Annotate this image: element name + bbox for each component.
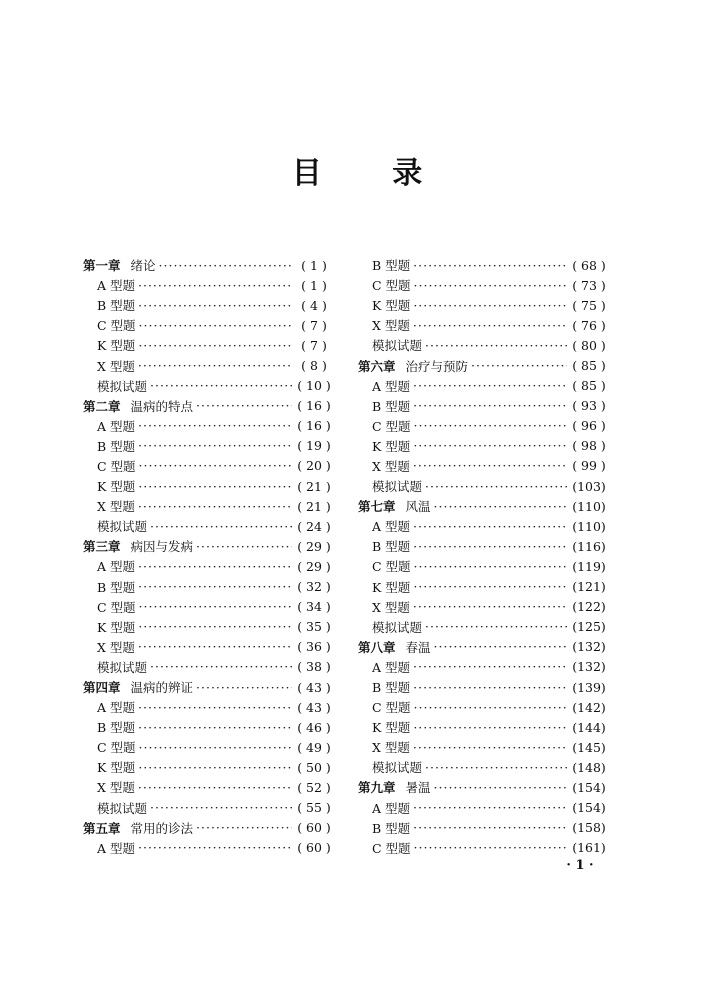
- dot-leader: [150, 519, 292, 534]
- toc-entry-label: B 型题: [97, 579, 136, 595]
- toc-entry: [83, 838, 333, 858]
- chapter-name: 常用的诊法: [130, 820, 194, 836]
- toc-entry-label: [83, 537, 193, 555]
- toc-entry-label: B 型题: [372, 398, 411, 414]
- toc-page-number: ( 52 ): [297, 779, 331, 795]
- dot-leader: [413, 519, 567, 534]
- toc-page-number: ( 60 ): [297, 820, 331, 836]
- toc-entry: [83, 717, 333, 737]
- toc-page-number: ( 29 ): [297, 558, 331, 574]
- toc-page-number: ( 50 ): [297, 759, 331, 775]
- dot-leader: [414, 278, 567, 293]
- dot-leader: [414, 559, 567, 574]
- toc-page-number: ( 73 ): [572, 277, 606, 293]
- toc-page-number: (103): [572, 478, 606, 494]
- dot-leader: [138, 700, 292, 715]
- dot-leader: [138, 639, 292, 654]
- toc-entry: [83, 697, 333, 717]
- toc-page-number: (139): [572, 679, 606, 695]
- toc-entry-label: C 型题: [372, 700, 411, 716]
- dot-leader: [425, 760, 567, 775]
- dot-leader: [413, 318, 567, 333]
- toc-page-number: ( 29 ): [297, 538, 331, 554]
- toc-entry-label: C 型题: [372, 278, 411, 294]
- toc-entry-label: C 型题: [372, 559, 411, 575]
- toc-page-number: ( 7 ): [301, 317, 327, 333]
- toc-entry: [83, 295, 333, 315]
- toc-entry: [83, 335, 333, 355]
- toc-page-number: (148): [572, 759, 606, 775]
- toc-page-number: ( 34 ): [297, 599, 331, 615]
- toc-page-number: ( 1 ): [301, 257, 327, 273]
- dot-leader: [150, 800, 292, 815]
- toc-page-number: ( 38 ): [297, 659, 331, 675]
- toc-entry-label: B 型题: [372, 539, 411, 555]
- chapter-number: 第三章: [83, 539, 121, 555]
- toc-entry-label: 模拟试题: [372, 479, 423, 495]
- toc-chapter-entry: [358, 777, 608, 797]
- toc-page-number: (154): [572, 779, 606, 795]
- dot-leader: [425, 619, 567, 634]
- toc-page-number: (144): [572, 719, 606, 735]
- toc-entry-label: K 型题: [97, 479, 136, 495]
- toc-page-number: ( 96 ): [572, 418, 606, 434]
- toc-page-number: (154): [572, 800, 606, 816]
- dot-leader: [138, 479, 292, 494]
- toc-entry: [358, 476, 608, 496]
- toc-entry-label: A 型题: [372, 378, 411, 394]
- dot-leader: [413, 599, 567, 614]
- dot-leader: [138, 298, 292, 313]
- chapter-number: 第五章: [83, 820, 121, 836]
- toc-entry-label: X 型题: [372, 458, 410, 474]
- toc-entry-label: 模拟试题: [97, 378, 148, 394]
- toc-chapter-entry: [83, 536, 333, 556]
- toc-page-number: ( 76 ): [572, 317, 606, 333]
- toc-page-number: ( 85 ): [572, 358, 606, 374]
- dot-leader: [413, 458, 567, 473]
- toc-page-number: (119): [572, 558, 606, 574]
- toc-entry: [83, 577, 333, 597]
- chapter-name: 风温: [405, 499, 431, 515]
- toc-entry: [358, 818, 608, 838]
- toc-entry-label: K 型题: [97, 338, 136, 354]
- toc-entry-label: A 型题: [97, 559, 136, 575]
- toc-entry-label: X 型题: [97, 499, 135, 515]
- dot-leader: [413, 258, 567, 273]
- toc-entry-label: C 型题: [97, 740, 136, 756]
- toc-page-number: (125): [572, 619, 606, 635]
- toc-chapter-entry: [83, 818, 333, 838]
- dot-leader: [196, 398, 292, 413]
- chapter-name: 春温: [405, 639, 431, 655]
- toc-entry: [83, 496, 333, 516]
- toc-entry-label: X 型题: [372, 740, 410, 756]
- dot-leader: [138, 619, 292, 634]
- toc-page-number: ( 32 ): [297, 579, 331, 595]
- toc-entry: [358, 617, 608, 637]
- toc-entry-label: K 型题: [372, 298, 411, 314]
- toc-entry-label: X 型题: [97, 639, 135, 655]
- toc-page-number: ( 8 ): [301, 358, 327, 374]
- toc-page-number: ( 93 ): [572, 398, 606, 414]
- dot-leader: [150, 378, 292, 393]
- toc-page-number: ( 7 ): [301, 337, 327, 353]
- toc-entry: [83, 737, 333, 757]
- dot-leader: [159, 258, 292, 273]
- toc-entry-label: B 型题: [372, 258, 411, 274]
- toc-entry-label: B 型题: [372, 820, 411, 836]
- toc-entry-label: B 型题: [97, 438, 136, 454]
- toc-chapter-entry: [358, 637, 608, 657]
- toc-entry: [83, 436, 333, 456]
- toc-entry-label: A 型题: [97, 278, 136, 294]
- dot-leader: [196, 539, 292, 554]
- dot-leader: [138, 418, 292, 433]
- toc-page-number: ( 16 ): [297, 418, 331, 434]
- dot-leader: [138, 760, 292, 775]
- toc-page-number: ( 10 ): [297, 378, 331, 394]
- dot-leader: [138, 338, 292, 353]
- toc-entry: [83, 657, 333, 677]
- dot-leader: [150, 659, 292, 674]
- toc-entry-label: X 型题: [372, 599, 410, 615]
- dot-leader: [139, 599, 292, 614]
- dot-leader: [138, 840, 292, 855]
- toc-entry: [358, 315, 608, 335]
- toc-entry: [83, 416, 333, 436]
- dot-leader: [434, 499, 567, 514]
- toc-entry-label: K 型题: [372, 720, 411, 736]
- toc-entry-label: K 型题: [372, 438, 411, 454]
- toc-entry-label: [358, 778, 431, 796]
- toc-entry: [358, 697, 608, 717]
- dot-leader: [138, 438, 292, 453]
- toc-entry-label: X 型题: [97, 780, 135, 796]
- toc-page-number: (132): [572, 659, 606, 675]
- dot-leader: [138, 579, 292, 594]
- toc-entry-label: B 型题: [97, 298, 136, 314]
- dot-leader: [196, 680, 292, 695]
- chapter-name: 温病的辨证: [130, 680, 194, 696]
- toc-page-number: (158): [572, 820, 606, 836]
- toc-page-number: (116): [572, 538, 606, 554]
- toc-page-number: (110): [572, 518, 606, 534]
- dot-leader: [413, 298, 567, 313]
- toc-entry-label: B 型题: [372, 680, 411, 696]
- toc-page-number: ( 21 ): [297, 498, 331, 514]
- toc-page-number: ( 98 ): [572, 438, 606, 454]
- dot-leader: [414, 700, 567, 715]
- toc-entry-label: C 型题: [372, 418, 411, 434]
- toc-page-number: (161): [572, 840, 606, 856]
- dot-leader: [434, 780, 567, 795]
- toc-page-number: ( 43 ): [297, 679, 331, 695]
- toc-entry: [358, 456, 608, 476]
- toc-entry-label: 模拟试题: [97, 519, 148, 535]
- dot-leader: [425, 479, 567, 494]
- dot-leader: [138, 720, 292, 735]
- toc-entry-label: K 型题: [372, 579, 411, 595]
- toc-page-number: ( 35 ): [297, 619, 331, 635]
- dot-leader: [414, 840, 567, 855]
- toc-entry-label: [358, 638, 431, 656]
- toc-page-number: ( 16 ): [297, 398, 331, 414]
- chapter-name: 治疗与预防: [405, 358, 469, 374]
- dot-leader: [413, 438, 567, 453]
- page-title: 目 录: [291, 156, 453, 191]
- toc-entry: [358, 536, 608, 556]
- toc-entry-label: A 型题: [97, 418, 136, 434]
- toc-column-left: [83, 255, 333, 858]
- toc-entry-label: C 型题: [97, 458, 136, 474]
- chapter-number: 第九章: [358, 780, 396, 796]
- chapter-name: 温病的特点: [130, 398, 194, 414]
- dot-leader: [414, 418, 567, 433]
- toc-chapter-entry: [83, 255, 333, 275]
- toc-entry-label: B 型题: [97, 720, 136, 736]
- toc-entry-label: [358, 497, 431, 515]
- toc-page-number: ( 24 ): [297, 518, 331, 534]
- dot-leader: [139, 458, 292, 473]
- toc-entry: [83, 516, 333, 536]
- toc-chapter-entry: [358, 355, 608, 375]
- toc-entry: [358, 335, 608, 355]
- dot-leader: [138, 499, 292, 514]
- toc-entry-label: [83, 678, 193, 696]
- toc-entry: [358, 396, 608, 416]
- toc-chapter-entry: [83, 677, 333, 697]
- page-number: · 1 ·: [566, 858, 594, 873]
- toc-entry: [358, 717, 608, 737]
- toc-entry: [83, 355, 333, 375]
- toc-entry-label: A 型题: [97, 840, 136, 856]
- toc-entry-label: X 型题: [372, 318, 410, 334]
- toc-entry-label: C 型题: [97, 318, 136, 334]
- toc-entry-label: A 型题: [372, 519, 411, 535]
- toc-entry: [358, 436, 608, 456]
- chapter-name: 绪论: [130, 258, 156, 274]
- toc-entry: [358, 657, 608, 677]
- dot-leader: [138, 278, 292, 293]
- toc-page-number: ( 1 ): [301, 277, 327, 293]
- toc-entry-label: A 型题: [372, 800, 411, 816]
- toc-entry-label: 模拟试题: [97, 659, 148, 675]
- toc-entry: [358, 597, 608, 617]
- toc-entry: [83, 617, 333, 637]
- toc-page-number: ( 49 ): [297, 739, 331, 755]
- toc-page-number: (142): [572, 699, 606, 715]
- toc-entry-label: A 型题: [97, 700, 136, 716]
- chapter-name: 病因与发病: [130, 539, 194, 555]
- toc-entry: [358, 295, 608, 315]
- chapter-number: 第七章: [358, 499, 396, 515]
- dot-leader: [139, 740, 292, 755]
- dot-leader: [413, 579, 567, 594]
- chapter-number: 第一章: [83, 258, 121, 274]
- toc-entry: [83, 456, 333, 476]
- toc-entry: [83, 798, 333, 818]
- toc-page-number: ( 46 ): [297, 719, 331, 735]
- toc-page-number: ( 60 ): [297, 840, 331, 856]
- dot-leader: [413, 820, 567, 835]
- toc-entry-label: [83, 256, 156, 274]
- chapter-number: 第八章: [358, 639, 396, 655]
- toc-page-number: (145): [572, 739, 606, 755]
- toc-page-number: ( 36 ): [297, 639, 331, 655]
- toc-entry: [83, 376, 333, 396]
- dot-leader: [413, 398, 567, 413]
- toc-entry-label: [83, 397, 193, 415]
- dot-leader: [425, 338, 567, 353]
- toc-page-number: (110): [572, 498, 606, 514]
- toc-entry: [358, 838, 608, 858]
- toc-page-number: ( 21 ): [297, 478, 331, 494]
- toc-page-number: (121): [572, 579, 606, 595]
- toc-page-number: ( 19 ): [297, 438, 331, 454]
- toc-entry-label: K 型题: [97, 619, 136, 635]
- dot-leader: [413, 378, 567, 393]
- toc-page-number: ( 80 ): [572, 337, 606, 353]
- toc-entry: [358, 516, 608, 536]
- toc-page-number: ( 4 ): [301, 297, 327, 313]
- toc-entry: [358, 556, 608, 576]
- toc-entry-label: A 型题: [372, 659, 411, 675]
- dot-leader: [413, 539, 567, 554]
- toc-entry: [358, 737, 608, 757]
- chapter-number: 第六章: [358, 358, 396, 374]
- toc-entry: [83, 757, 333, 777]
- toc-entry-label: [83, 819, 193, 837]
- toc-entry-label: 模拟试题: [372, 619, 423, 635]
- toc-entry: [83, 476, 333, 496]
- toc-page-number: (122): [572, 599, 606, 615]
- chapter-number: 第四章: [83, 680, 121, 696]
- dot-leader: [413, 740, 567, 755]
- toc-page-number: (132): [572, 639, 606, 655]
- toc-page-number: ( 99 ): [572, 458, 606, 474]
- toc-page-number: ( 55 ): [297, 800, 331, 816]
- toc-entry: [358, 376, 608, 396]
- toc-chapter-entry: [358, 496, 608, 516]
- chapter-number: 第二章: [83, 398, 121, 414]
- toc-page-number: ( 20 ): [297, 458, 331, 474]
- toc-column-right: [358, 255, 608, 858]
- dot-leader: [413, 659, 567, 674]
- toc-entry: [358, 275, 608, 295]
- chapter-name: 暑温: [405, 780, 431, 796]
- toc-chapter-entry: [83, 396, 333, 416]
- toc-entry-label: X 型题: [97, 358, 135, 374]
- toc-page-number: ( 68 ): [572, 257, 606, 273]
- dot-leader: [413, 720, 567, 735]
- toc-entry-label: C 型题: [372, 840, 411, 856]
- toc-entry: [83, 275, 333, 295]
- dot-leader: [471, 358, 567, 373]
- toc-entry-label: K 型题: [97, 760, 136, 776]
- dot-leader: [413, 800, 567, 815]
- dot-leader: [413, 680, 567, 695]
- toc-page-number: ( 85 ): [572, 378, 606, 394]
- dot-leader: [196, 820, 292, 835]
- toc-entry-label: 模拟试题: [97, 800, 148, 816]
- toc-entry-label: 模拟试题: [372, 760, 423, 776]
- toc-entry: [358, 255, 608, 275]
- dot-leader: [138, 559, 292, 574]
- toc-entry: [358, 416, 608, 436]
- toc-entry-label: 模拟试题: [372, 338, 423, 354]
- toc-page-number: ( 43 ): [297, 699, 331, 715]
- toc-entry: [83, 556, 333, 576]
- toc-entry-label: C 型题: [97, 599, 136, 615]
- toc-page-number: ( 75 ): [572, 297, 606, 313]
- toc-entry: [358, 798, 608, 818]
- toc-entry: [358, 677, 608, 697]
- toc-entry: [83, 315, 333, 335]
- dot-leader: [138, 358, 292, 373]
- dot-leader: [139, 318, 292, 333]
- toc-entry: [358, 577, 608, 597]
- dot-leader: [138, 780, 292, 795]
- toc-entry-label: [358, 357, 468, 375]
- toc-entry: [83, 637, 333, 657]
- dot-leader: [434, 639, 567, 654]
- toc-entry: [83, 777, 333, 797]
- toc-entry: [83, 597, 333, 617]
- toc-entry: [358, 757, 608, 777]
